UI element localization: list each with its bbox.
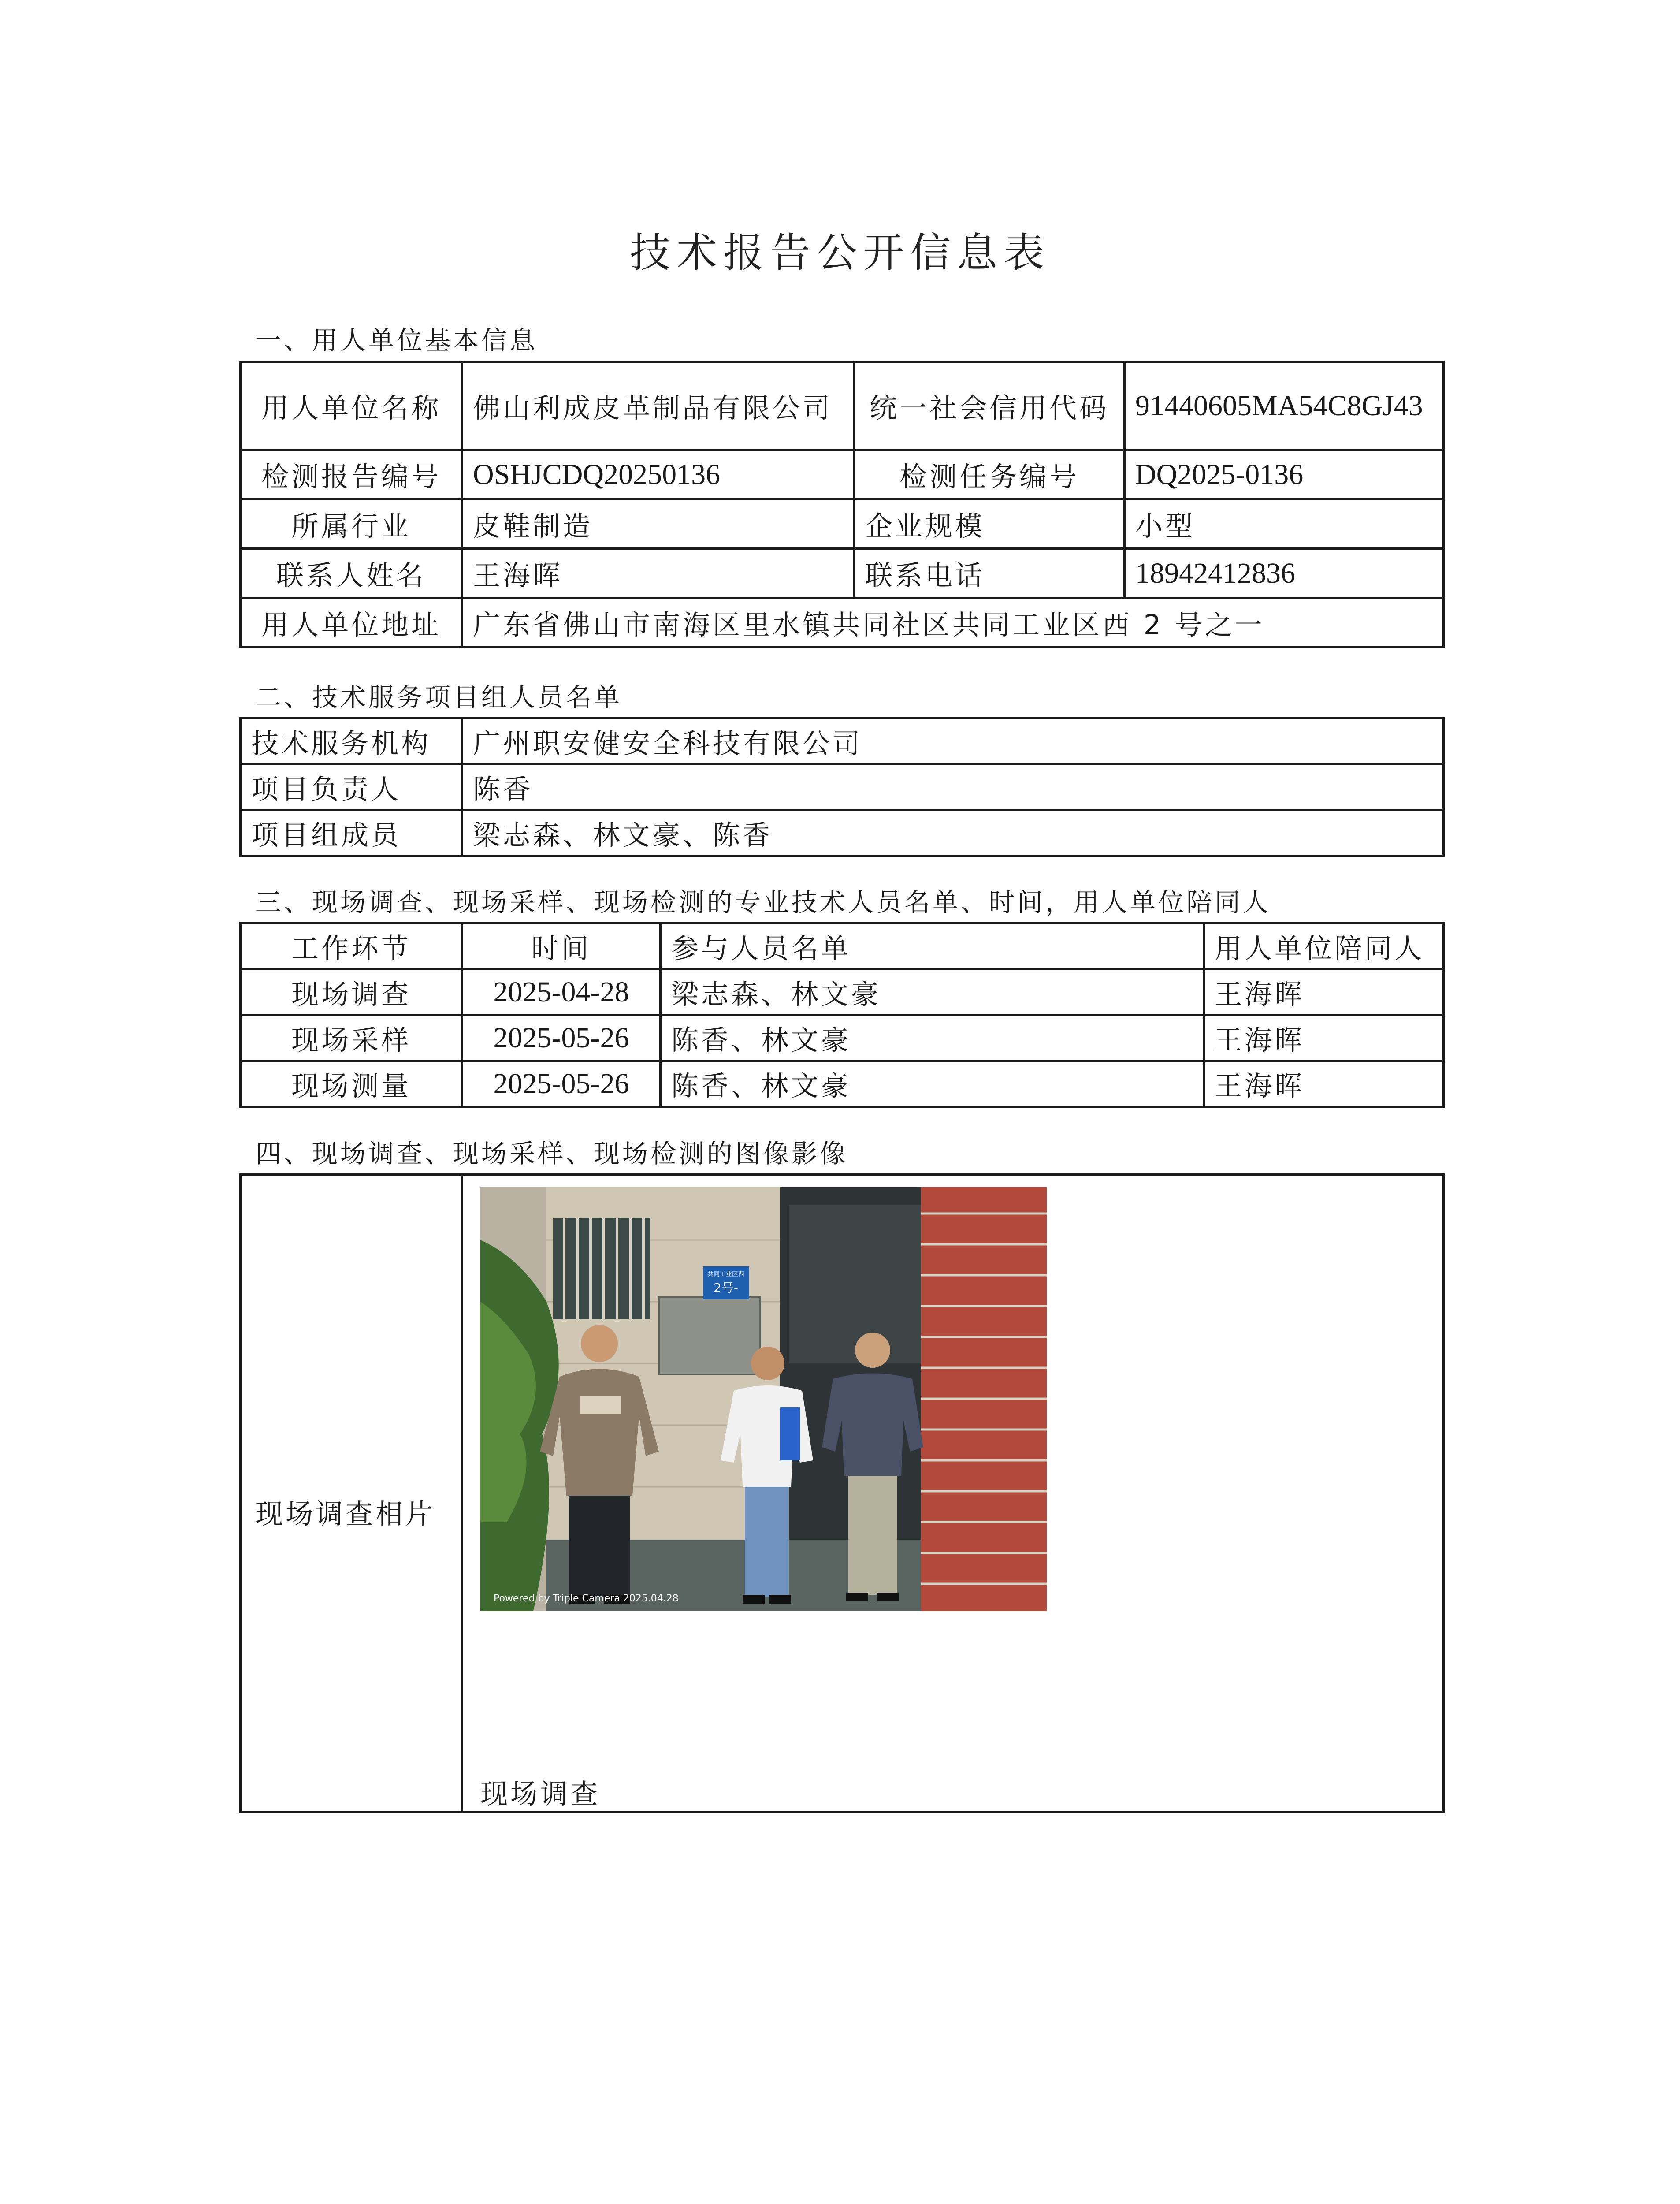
escort-cell: 王海晖 <box>1204 1061 1444 1107</box>
stage-cell: 现场调查 <box>241 969 462 1015</box>
table-row <box>241 969 1444 1015</box>
date-cell: 2025-05-26 <box>462 1061 661 1107</box>
address-sign-number: 2号- <box>714 1281 738 1295</box>
col-header-time: 时间 <box>462 923 661 969</box>
contact-name-label: 联系人姓名 <box>241 549 462 598</box>
credit-code-label: 统一社会信用代码 <box>855 362 1125 450</box>
contact-name-value: 王海晖 <box>462 549 855 598</box>
service-org-label: 技术服务机构 <box>241 719 462 764</box>
stage-cell: 现场采样 <box>241 1015 462 1061</box>
project-lead-label: 项目负责人 <box>241 764 462 810</box>
table-row <box>241 499 1444 549</box>
report-number-label: 检测报告编号 <box>241 450 462 499</box>
basic-info-table <box>239 361 1445 648</box>
section1-heading: 一、用人单位基本信息 <box>256 325 538 355</box>
address-value: 广东省佛山市南海区里水镇共同社区共同工业区西 2 号之一 <box>462 598 1444 648</box>
table-row <box>241 719 1444 764</box>
section2-heading: 二、技术服务项目组人员名单 <box>256 682 623 712</box>
date-cell: 2025-04-28 <box>462 969 661 1015</box>
task-number-value: DQ2025-0136 <box>1125 450 1444 499</box>
section4-heading: 四、现场调查、现场采样、现场检测的图像影像 <box>256 1139 848 1169</box>
col-header-members: 参与人员名单 <box>661 923 1204 969</box>
escort-cell: 王海晖 <box>1204 969 1444 1015</box>
address-label: 用人单位地址 <box>241 598 462 648</box>
table-row <box>241 549 1444 598</box>
table-row <box>241 764 1444 810</box>
address-sign-text: 共同工业区西 <box>707 1271 744 1278</box>
escort-cell: 王海晖 <box>1204 1015 1444 1061</box>
employer-name-value: 佛山利成皮革制品有限公司 <box>462 362 855 450</box>
table-row <box>241 450 1444 499</box>
table-header-row <box>241 923 1444 969</box>
phone-label: 联系电话 <box>855 549 1125 598</box>
service-org-value: 广州职安健安全科技有限公司 <box>462 719 1444 764</box>
project-lead-value: 陈香 <box>462 764 1444 810</box>
photo-caption: 现场调查 <box>480 1778 601 1810</box>
employer-name-label: 用人单位名称 <box>241 362 462 450</box>
table-row <box>241 810 1444 856</box>
document-title: 技术报告公开信息表 <box>629 229 1050 276</box>
table-row <box>241 1015 1444 1061</box>
members-cell: 陈香、林文豪 <box>661 1061 1204 1107</box>
table-row <box>241 1061 1444 1107</box>
col-header-escort: 用人单位陪同人 <box>1204 923 1444 969</box>
project-members-value: 梁志森、林文豪、陈香 <box>462 810 1444 856</box>
credit-code-value: 91440605MA54C8GJ43 <box>1125 362 1444 450</box>
stage-cell: 现场测量 <box>241 1061 462 1107</box>
section3-heading: 三、现场调查、现场采样、现场检测的专业技术人员名单、时间，用人单位陪同人 <box>256 887 1271 917</box>
table-row <box>241 598 1444 648</box>
task-number-label: 检测任务编号 <box>855 450 1125 499</box>
report-number-value: OSHJCDQ20250136 <box>462 450 855 499</box>
staff-table <box>239 717 1445 857</box>
industry-label: 所属行业 <box>241 499 462 549</box>
table-row <box>241 362 1444 450</box>
photo-row-label: 现场调查相片 <box>256 1498 436 1530</box>
project-members-label: 项目组成员 <box>241 810 462 856</box>
members-cell: 梁志森、林文豪 <box>661 969 1204 1015</box>
col-header-stage: 工作环节 <box>241 923 462 969</box>
date-cell: 2025-05-26 <box>462 1015 661 1061</box>
scale-value: 小型 <box>1125 499 1444 549</box>
photo-watermark: Powered by Triple Camera 2025.04.28 <box>494 1593 679 1604</box>
industry-value: 皮鞋制造 <box>462 499 855 549</box>
fieldwork-table <box>239 922 1445 1108</box>
phone-value: 18942412836 <box>1125 549 1444 598</box>
members-cell: 陈香、林文豪 <box>661 1015 1204 1061</box>
site-survey-photo <box>480 1187 1047 1611</box>
scale-label: 企业规模 <box>855 499 1125 549</box>
